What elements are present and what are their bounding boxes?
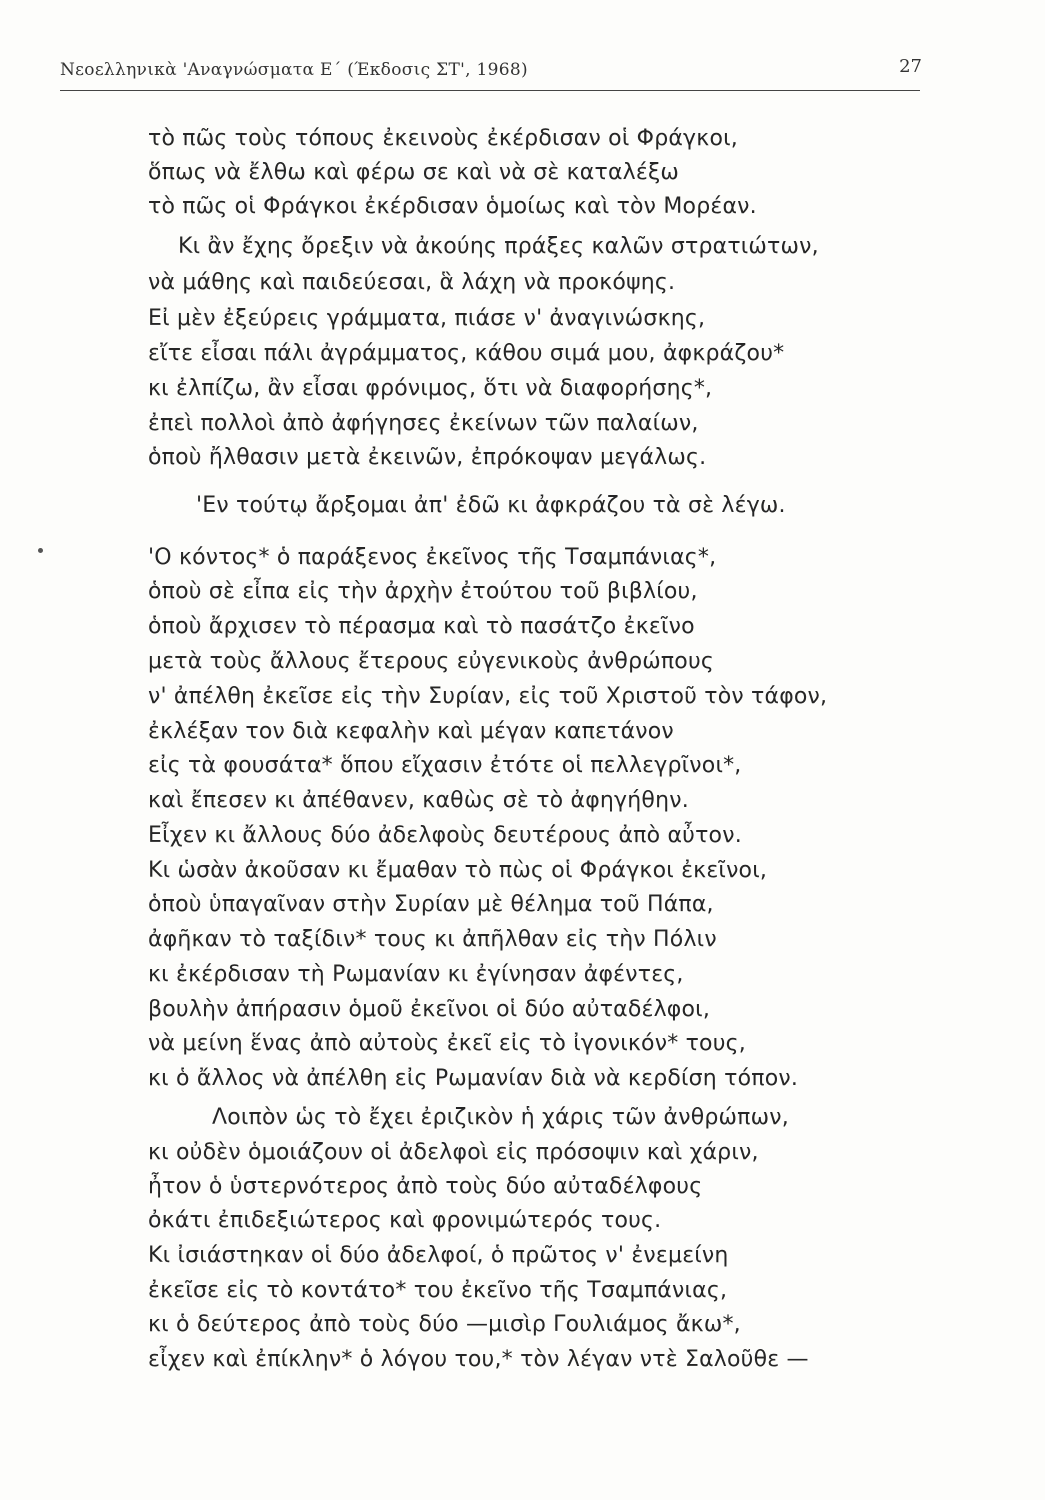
text-line: ὁποὺ ἤλθασιν μετὰ ἐκεινῶν, ἐπρόκοψαν μεγάλως.	[148, 445, 707, 470]
text-line: ὁποὺ σὲ εἶπα εἰς τὴν ἀρχὴν ἐτούτου τοῦ βιβλίου,	[148, 579, 698, 604]
text-line: μετὰ τοὺς ἄλλους ἔτερους εὐγενικοὺς ἀνθρώπους	[148, 649, 715, 674]
text-line: κι ἐκέρδισαν τὴ Ρωμανίαν κι ἐγίνησαν ἀφέντες,	[148, 962, 684, 987]
text-line: κι ὁ ἄλλος νὰ ἀπέλθη εἰς Ρωμανίαν διὰ νὰ κερδίση τόπον.	[148, 1066, 799, 1091]
page-number: 27	[899, 56, 922, 77]
text-line: κι ἐλπίζω, ἂν εἶσαι φρόνιμος, ὅτι νὰ διαφορήσης*,	[148, 376, 713, 401]
text-line: Εἶχεν κι ἄλλους δύο ἀδελφοὺς δευτέρους ἀπὸ αὖτον.	[148, 823, 742, 848]
text-line: 'Ο κόντος* ὁ παράξενος ἐκεῖνος τῆς Τσαμπάνιας*,	[148, 545, 717, 570]
text-line: ὀκάτι ἐπιδεξιώτερος καὶ φρονιμώτερός τους.	[148, 1208, 662, 1233]
text-line: ἀφῆκαν τὸ ταξίδιν* τους κι ἀπῆλθαν εἰς τὴν Πόλιν	[148, 927, 717, 952]
text-line: τὸ πῶς τοὺς τόπους ἐκεινοὺς ἐκέρδισαν οἱ Φράγκοι,	[148, 126, 738, 151]
text-line: ν' ἀπέλθη ἐκεῖσε εἰς τὴν Συρίαν, εἰς τοῦ Χριστοῦ τὸν τάφον,	[148, 684, 828, 709]
text-line: Εἰ μὲν ἐξεύρεις γράμματα, πιάσε ν' ἀναγινώσκης,	[148, 306, 706, 331]
text-line: κι οὐδὲν ὁμοιάζουν οἱ ἀδελφοὶ εἰς πρόσοψιν καὶ χάριν,	[148, 1140, 759, 1165]
text-line: ὁποὺ ἄρχισεν τὸ πέρασμα καὶ τὸ πασάτζο ἐκεῖνο	[148, 614, 695, 639]
text-line: νὰ μείνη ἕνας ἀπὸ αὐτοὺς ἐκεῖ εἰς τὸ ἰγονικόν* τους,	[148, 1031, 746, 1056]
text-line: 'Εν τούτῳ ἄρξομαι ἀπ' ἐδῶ κι ἀφκράζου τὰ σὲ λέγω.	[196, 493, 786, 518]
header-title: Νεοελληνικὰ 'Αναγνώσματα Ε΄ (Έκδοσις ΣΤ', 1968)	[60, 60, 528, 80]
text-line: ὁποὺ ὑπαγαῖναν στὴν Συρίαν μὲ θέλημα τοῦ Πάπα,	[148, 892, 714, 917]
text-line: Κι ὡσὰν ἀκοῦσαν κι ἔμαθαν τὸ πὼς οἱ Φράγκοι ἐκεῖνοι,	[148, 858, 768, 883]
text-line: Κι ἂν ἔχης ὄρεξιν νὰ ἀκούης πράξες καλῶν στρατιώτων,	[178, 234, 819, 259]
text-line: ὅπως νὰ ἔλθω καὶ φέρω σε καὶ νὰ σὲ καταλέξω	[148, 160, 680, 185]
text-line: νὰ μάθης καὶ παιδεύεσαι, ἃ λάχη νὰ προκόψης.	[148, 270, 676, 295]
text-line: βουλὴν ἀπήρασιν ὁμοῦ ἐκεῖνοι οἱ δύο αὐταδέλφοι,	[148, 997, 711, 1022]
text-line: ἐκλέξαν τον διὰ κεφαλὴν καὶ μέγαν καπετάνον	[148, 719, 674, 744]
text-line: τὸ πῶς οἱ Φράγκοι ἐκέρδισαν ὁμοίως καὶ τὸν Μορέαν.	[148, 194, 757, 219]
text-line: ἐπεὶ πολλοὶ ἀπὸ ἀφήγησες ἐκείνων τῶν παλαίων,	[148, 411, 699, 436]
text-line: εἴτε εἶσαι πάλι ἀγράμματος, κάθου σιμά μου, ἀφκράζου*	[148, 341, 785, 366]
text-line: ἐκεῖσε εἰς τὸ κοντάτο* του ἐκεῖνο τῆς Τσαμπάνιας,	[148, 1278, 728, 1303]
text-line: Λοιπὸν ὡς τὸ ἔχει ἐριζικὸν ἡ χάρις τῶν ἀνθρώπων,	[212, 1105, 789, 1130]
text-line: κι ὁ δεύτερος ἀπὸ τοὺς δύο —μισὶρ Γουλιάμος ἄκω*,	[148, 1312, 741, 1337]
text-line: εἰς τὰ φουσάτα* ὅπου εἴχασιν ἐτότε οἱ πελλεγρῖνοι*,	[148, 753, 742, 778]
text-line: Κι ἰσιάστηκαν οἱ δύο ἀδελφοί, ὁ πρῶτος ν' ἐνεμείνη	[148, 1243, 729, 1268]
text-line: εἶχεν καὶ ἐπίκλην* ὁ λόγου του,* τὸν λέγαν ντὲ Σαλοῦθε —	[148, 1347, 809, 1372]
text-line: καὶ ἔπεσεν κι ἀπέθανεν, καθὼς σὲ τὸ ἀφηγήθην.	[148, 788, 689, 813]
text-line: ἦτον ὁ ὑστερνότερος ἀπὸ τοὺς δύο αὐταδέλφους	[148, 1174, 703, 1199]
